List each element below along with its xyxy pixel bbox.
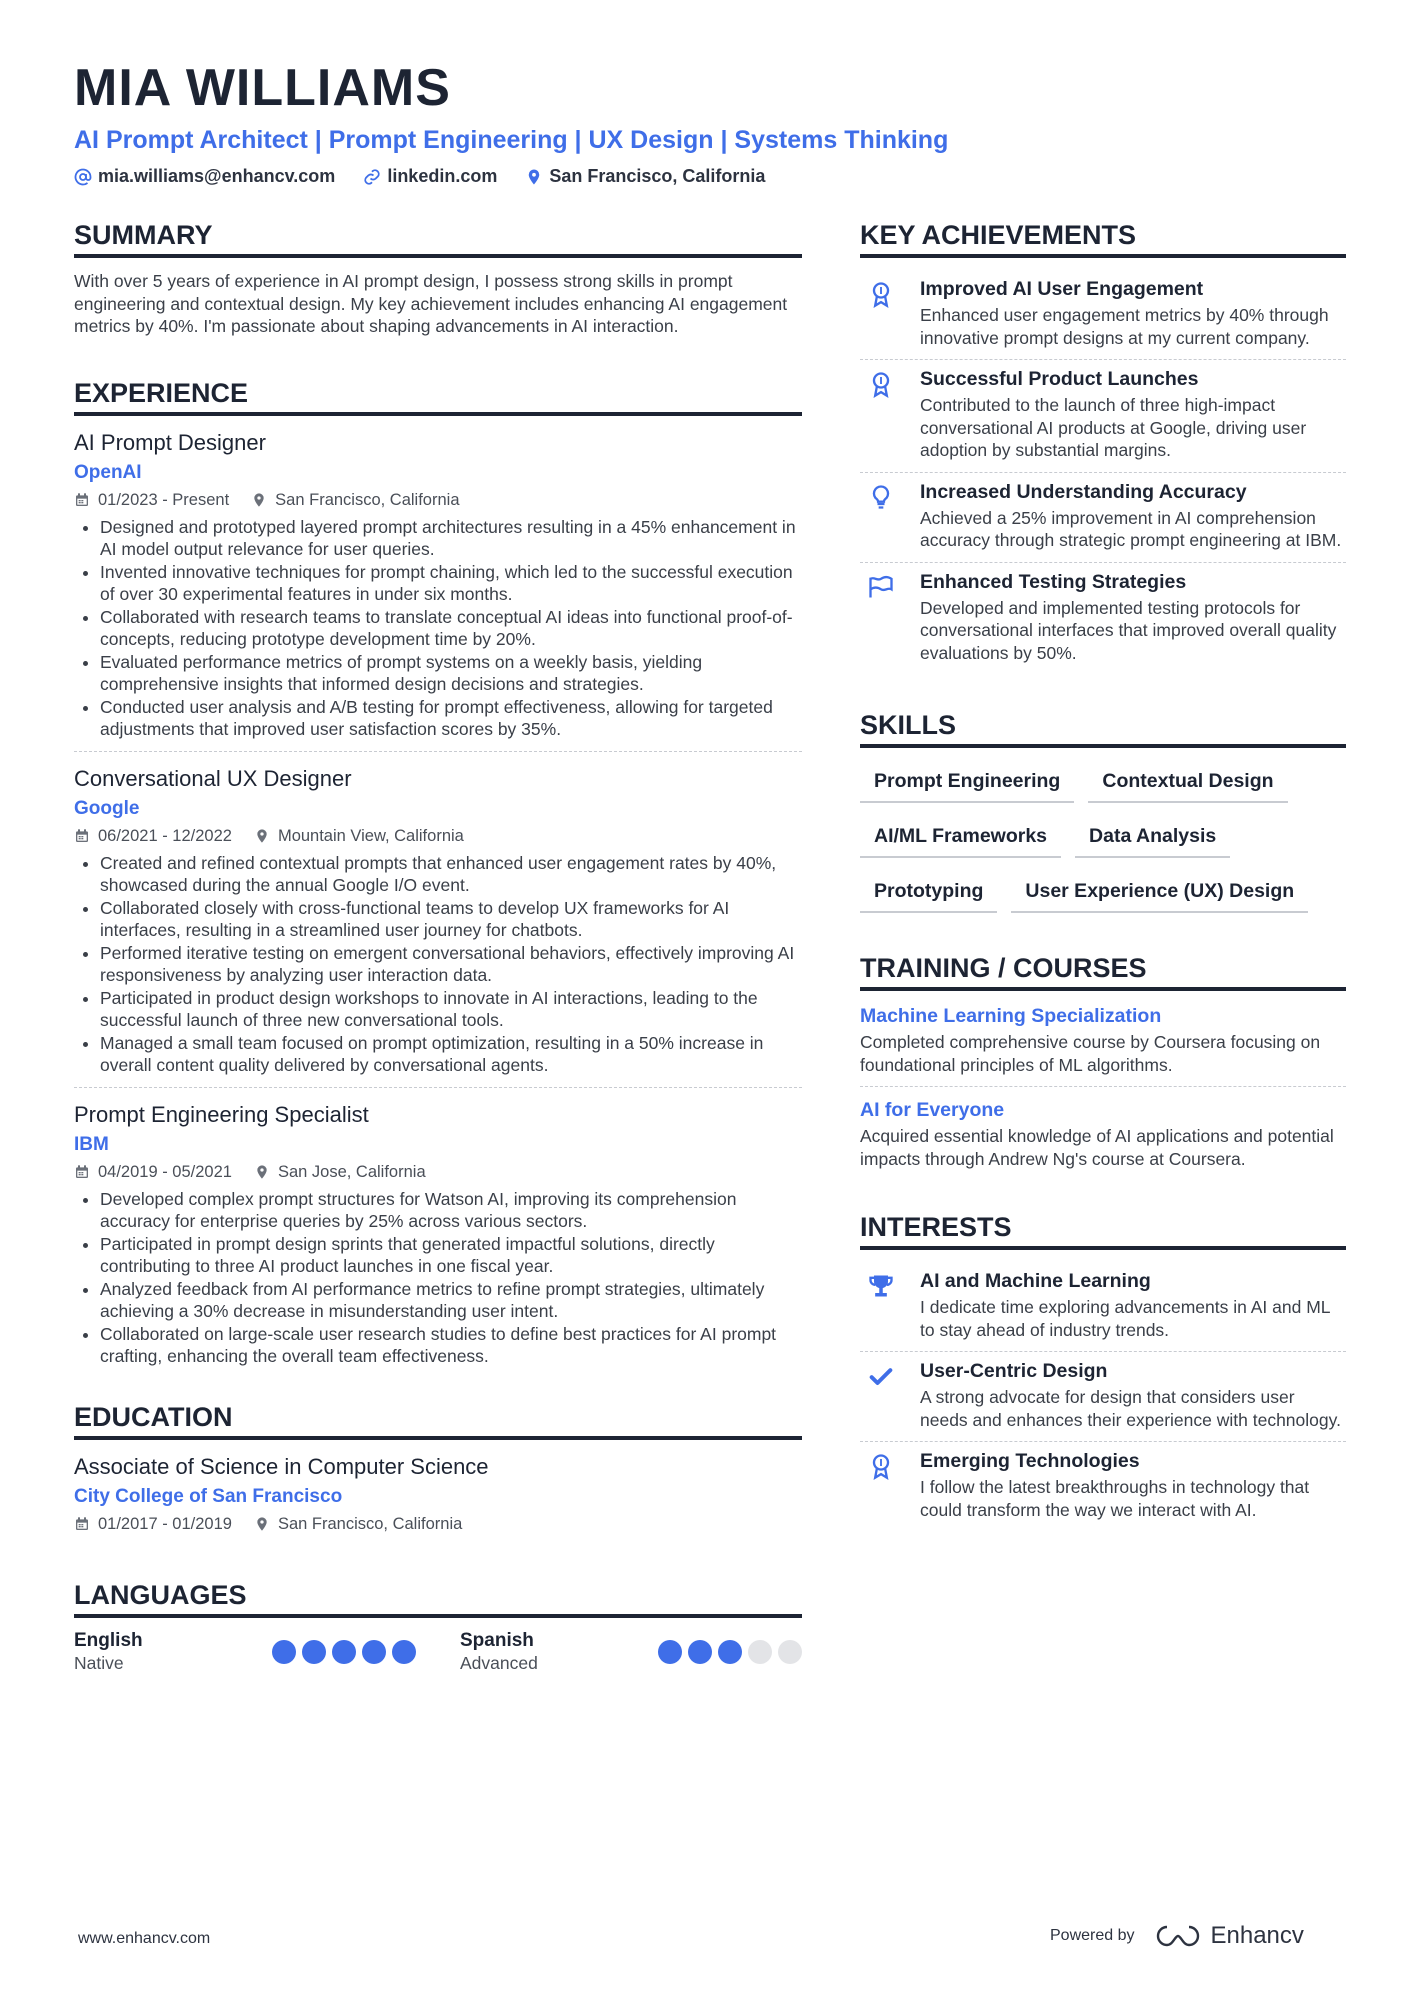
languages-list [74,1630,802,1674]
training-heading: TRAINING / COURSES [860,951,1346,991]
degree-title: Associate of Science in Computer Science [74,1453,489,1479]
calendar-icon [74,828,90,844]
rating-dot-empty [778,1640,802,1664]
interest-item [860,1442,1346,1531]
contact-info [74,166,1344,187]
job-bullet: • Collaborated closely with cross-functional teams to develop UX frameworks for AI interfaces, resulting in a streamlined user journey for chatbots. [100,897,802,942]
candidate-title: AI Prompt Architect | Prompt Engineering | UX Design | Systems Thinking [74,126,949,154]
skill-tag: AI/ML Frameworks [860,819,1061,858]
rating-dot-filled [718,1640,742,1664]
job-company: OpenAI [74,461,142,483]
education-heading: EDUCATION [74,1400,802,1440]
job-role: Conversational UX Designer [74,765,352,791]
job-bullet: • Created and refined contextual prompts that enhanced user engagement rates by 40%, showcased during the annual Google I/O event. [100,852,802,897]
contact-email[interactable] [74,166,335,187]
course-text: Completed comprehensive course by Coursera focusing on foundational principles of ML algorithms. [860,1032,1321,1075]
award-icon [867,1452,895,1480]
achievement-title: Improved AI User Engagement [920,278,1204,300]
enhancv-logo-icon [1155,1923,1201,1949]
job-bullet: • Conducted user analysis and A/B testing for prompt effectiveness, allowing for targeted adjustments that improved user satisfaction scores by 35%. [100,696,802,741]
languages-heading: LANGUAGES [74,1578,802,1618]
achievements-section [860,218,1346,674]
interest-item [860,1352,1346,1442]
language-rating [272,1630,416,1674]
job-dates: 06/2021 - 12/2022 [98,826,232,845]
job-bullet: • Performed iterative testing on emergent conversational behaviors, effectively improving AI responsiveness by analyzing user interaction data. [100,942,802,987]
location-text: San Francisco, California [549,166,766,186]
candidate-name: MIA WILLIAMS [74,59,451,117]
achievement-text: Enhanced user engagement metrics by 40% through innovative prompt designs at my current company. [920,305,1329,348]
job-entry [74,764,802,1088]
powered-by-text: Powered by [1050,1927,1135,1944]
job-bullet: • Collaborated with research teams to translate conceptual AI ideas into functional proof-of-concepts, reducing prototype development time by 20%. [100,606,802,651]
skill-tag: Prototyping [860,874,997,913]
job-meta [74,824,802,848]
location-pin-icon [254,1164,270,1180]
languages-section [74,1578,802,1674]
job-company: Google [74,797,140,819]
location-pin-icon [251,492,267,508]
language-level: Native [74,1652,124,1673]
education-meta [74,1512,802,1536]
trophy-icon [867,1272,895,1300]
achievement-item [860,270,1346,360]
job-meta [74,488,802,512]
award-icon [867,370,895,398]
achievements-heading: KEY ACHIEVEMENTS [860,218,1346,258]
rating-dot-filled [272,1640,296,1664]
achievement-title: Enhanced Testing Strategies [920,570,1187,593]
summary-text: With over 5 years of experience in AI prompt design, I possess strong skills in prompt engineering and contextual design. My key achievement includes enhancing AI engagement metrics by 40%. I'm passionate about shaping advancements in AI interaction. [74,271,788,336]
job-bullets [74,852,802,1077]
job-bullets [74,516,802,741]
education-dates: 01/2017 - 01/2019 [98,1514,232,1533]
course-item [860,1097,1346,1180]
skill-tag: Prompt Engineering [860,764,1074,803]
skill-tag: Contextual Design [1088,764,1287,803]
achievement-item [860,473,1346,563]
award-icon [867,280,895,308]
rating-dot-filled [332,1640,356,1664]
achievement-text: Achieved a 25% improvement in AI comprehension accuracy through strategic prompt engineering at IBM. [920,507,1342,550]
left-column [74,218,802,1674]
job-location: San Jose, California [277,1162,426,1181]
interest-title: AI and Machine Learning [920,1270,1151,1292]
job-bullet: • Participated in prompt design sprints that generated impactful solutions, directly contributing to three AI product launches in one fiscal year. [100,1233,802,1278]
skill-tag: User Experience (UX) Design [1011,874,1308,913]
location-pin-icon [525,168,543,186]
course-text: Acquired essential knowledge of AI applications and potential impacts through Andrew Ng's course at Coursera. [860,1126,1334,1169]
linkedin-text: linkedin.com [387,166,498,186]
language-level: Advanced [460,1652,538,1673]
brand-name: Enhancv [1210,1922,1304,1949]
achievement-title: Increased Understanding Accuracy [920,480,1247,503]
at-icon [74,168,92,186]
right-column [860,218,1346,1531]
skills-heading: SKILLS [860,708,1346,748]
achievement-text: Contributed to the launch of three high-impact conversational AI products at Google, driving user adoption by substantial margins. [920,395,1307,460]
contact-location [525,166,765,187]
link-icon [363,168,381,186]
interest-title: User-Centric Design [920,1360,1108,1382]
rating-dot-filled [362,1640,386,1664]
experience-section [74,376,802,1378]
email-text: mia.williams@enhancv.com [98,166,336,186]
job-dates: 04/2019 - 05/2021 [98,1162,232,1181]
course-title: Machine Learning Specialization [860,1005,1162,1027]
footer-branding [1050,1922,1304,1950]
job-bullet: • Evaluated performance metrics of prompt systems on a weekly basis, yielding comprehensive insights that informed design decisions and strategies. [100,651,802,696]
interests-heading: INTERESTS [860,1210,1346,1250]
brand-logo[interactable] [1155,1922,1304,1950]
calendar-icon [74,1516,90,1532]
job-bullet: • Managed a small team focused on prompt optimization, resulting in a 50% increase in overall content quality delivered by conversational agents. [100,1032,802,1077]
contact-linkedin[interactable] [363,166,497,187]
language-item [74,1630,416,1674]
achievement-item [860,360,1346,473]
lightbulb-icon [867,483,895,511]
summary-section [74,218,802,338]
job-bullet: • Designed and prototyped layered prompt architectures resulting in a 45% enhancement in AI model output relevance for user queries. [100,516,802,561]
rating-dot-filled [688,1640,712,1664]
achievement-text: Developed and implemented testing protocols for conversational interfaces that improved overall quality evaluations by 50%. [920,597,1337,663]
language-item [460,1630,802,1674]
school-name: City College of San Francisco [74,1485,343,1507]
rating-dot-filled [392,1640,416,1664]
job-location: Mountain View, California [277,826,464,845]
footer-website[interactable]: www.enhancv.com [78,1930,211,1947]
job-entry [74,428,802,752]
interest-title: Emerging Technologies [920,1450,1140,1472]
job-company: IBM [74,1133,109,1155]
job-dates: 01/2023 - Present [98,490,230,509]
location-pin-icon [254,1516,270,1532]
job-location: San Francisco, California [275,490,460,509]
language-name: Spanish [460,1629,534,1651]
checkmark-icon [867,1362,895,1390]
training-section [860,951,1346,1180]
language-name: English [74,1629,143,1651]
interests-section [860,1210,1346,1531]
flag-icon [867,573,895,601]
skill-tag: Data Analysis [1075,819,1230,858]
course-item [860,1003,1346,1087]
achievement-item [860,563,1346,675]
rating-dot-filled [302,1640,326,1664]
job-bullet: • Collaborated on large-scale user research studies to define best practices for AI prompt crafting, enhancing the overall team effectiveness. [100,1323,802,1368]
calendar-icon [74,492,90,508]
interest-text: I follow the latest breakthroughs in technology that could transform the way we interact with AI. [920,1477,1310,1520]
skills-list [860,760,1346,913]
job-meta [74,1160,802,1184]
job-bullet: • Participated in product design workshops to innovate in AI interactions, leading to the successful launch of three new conversational tools. [100,987,802,1032]
location-pin-icon [254,828,270,844]
interest-text: I dedicate time exploring advancements in AI and ML to stay ahead of industry trends. [920,1297,1330,1340]
job-bullets [74,1188,802,1368]
course-title: AI for Everyone [860,1099,1005,1121]
interest-item [860,1262,1346,1352]
education-location: San Francisco, California [277,1514,463,1533]
interest-text: A strong advocate for design that considers user needs and enhances their experience with technology. [920,1387,1341,1430]
achievement-title: Successful Product Launches [920,368,1199,390]
experience-heading: EXPERIENCE [74,376,802,416]
skills-section [860,708,1346,913]
language-rating [658,1630,802,1674]
resume-header [74,58,1344,187]
education-section [74,1400,802,1536]
job-bullet: • Analyzed feedback from AI performance metrics to refine prompt strategies, ultimately achieving a 30% decrease in misunderstanding user intent. [100,1278,802,1323]
job-entry [74,1100,802,1378]
job-role: AI Prompt Designer [74,429,266,455]
job-bullet: • Developed complex prompt structures for Watson AI, improving its comprehension accuracy for enterprise queries by 25% across various sectors. [100,1188,802,1233]
rating-dot-filled [658,1640,682,1664]
summary-heading: SUMMARY [74,218,802,258]
job-bullet: • Invented innovative techniques for prompt chaining, which led to the successful execution of over 30 experimental features in under six months. [100,561,802,606]
rating-dot-empty [748,1640,772,1664]
calendar-icon [74,1164,90,1180]
job-role: Prompt Engineering Specialist [74,1101,369,1127]
